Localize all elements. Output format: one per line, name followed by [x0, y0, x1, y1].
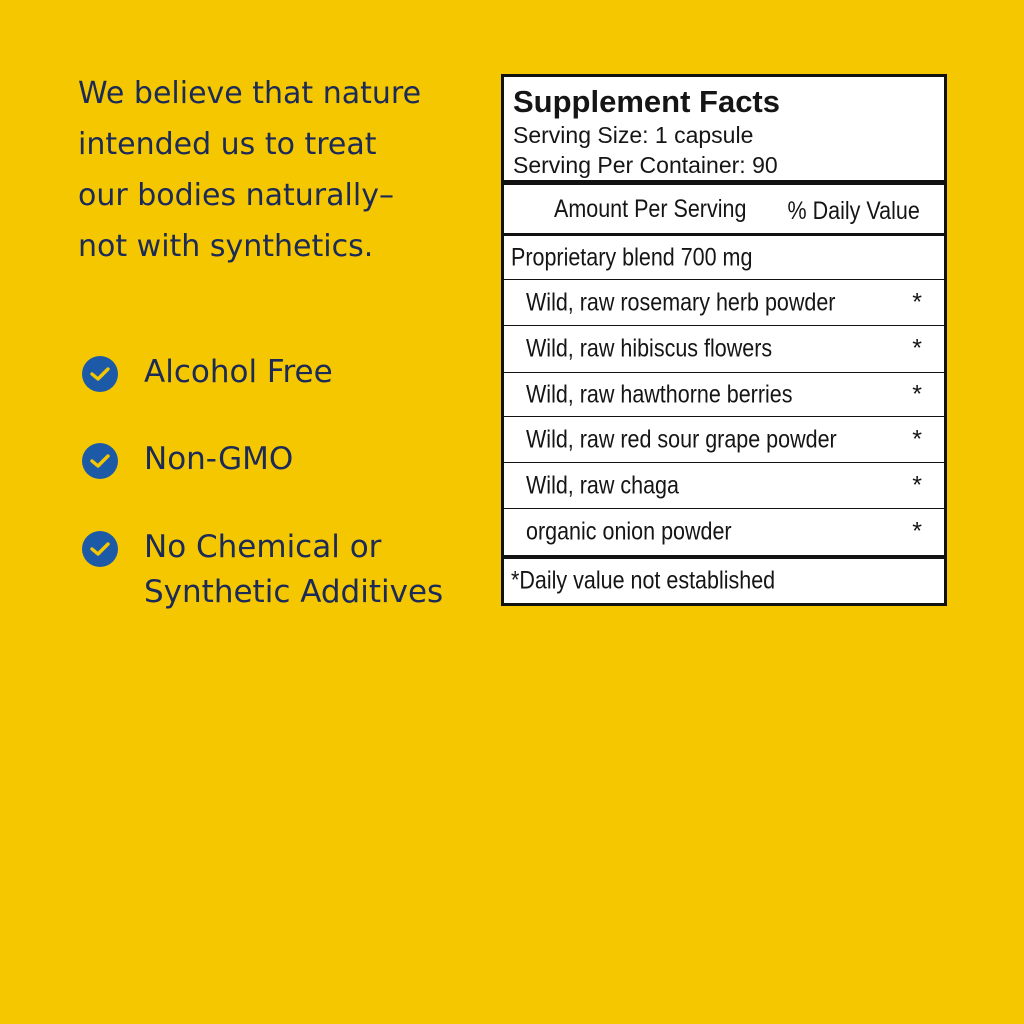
supplement-facts-panel — [501, 74, 947, 606]
ingredient-name: Wild, raw rosemary herb powder — [526, 288, 836, 316]
ingredient-dv: * — [912, 288, 922, 316]
check-circle-icon — [82, 531, 118, 567]
intro-line: We believe that nature — [78, 76, 422, 111]
ingredient-dv: * — [912, 380, 922, 408]
feature-label — [144, 437, 293, 482]
column-header — [504, 185, 944, 236]
intro-line: not with synthetics. — [78, 229, 374, 264]
intro-statement — [78, 68, 478, 272]
ingredient-dv: * — [912, 517, 922, 546]
ingredient-name: Wild, raw chaga — [526, 471, 679, 499]
daily-value-header: % Daily Value — [787, 197, 920, 225]
ingredient-name: Wild, raw hibiscus flowers — [526, 334, 773, 363]
serving-size: Serving Size: 1 capsule — [513, 122, 754, 148]
ingredient-name: Wild, raw red sour grape powder — [526, 425, 837, 453]
blend-label: Proprietary blend 700 mg — [511, 243, 753, 271]
ingredient-dv: * — [912, 425, 922, 453]
amount-per-serving-header: Amount Per Serving — [554, 195, 747, 223]
ingredient-row — [504, 326, 944, 373]
intro-line: intended us to treat — [78, 127, 377, 162]
feature-label-line: Alcohol Free — [144, 354, 333, 390]
feature-label-line: Synthetic Additives — [144, 574, 444, 610]
feature-alcohol-free — [82, 350, 333, 395]
ingredient-name: Wild, raw hawthorne berries — [526, 380, 793, 408]
ingredient-dv: * — [912, 334, 922, 363]
feature-label-line: Non-GMO — [144, 441, 294, 477]
blend-row — [504, 236, 944, 280]
intro-line: our bodies naturally– — [78, 178, 394, 213]
check-circle-icon — [82, 356, 118, 392]
ingredient-dv: * — [912, 471, 922, 499]
ingredient-row — [504, 373, 944, 417]
feature-no-additives — [82, 525, 443, 615]
ingredient-row — [504, 509, 944, 555]
daily-value-footnote: *Daily value not established — [511, 566, 776, 595]
feature-label — [144, 350, 333, 395]
ingredient-row — [504, 463, 944, 509]
feature-label — [144, 525, 443, 615]
feature-label-line: No Chemical or — [144, 529, 382, 565]
facts-header — [504, 77, 944, 185]
facts-footer — [504, 555, 944, 603]
ingredient-row — [504, 417, 944, 463]
check-circle-icon — [82, 443, 118, 479]
facts-title: Supplement Facts — [513, 84, 780, 119]
ingredient-name: organic onion powder — [526, 517, 732, 546]
servings-per-container: Serving Per Container: 90 — [513, 152, 778, 178]
ingredient-row — [504, 280, 944, 326]
feature-non-gmo — [82, 437, 293, 482]
